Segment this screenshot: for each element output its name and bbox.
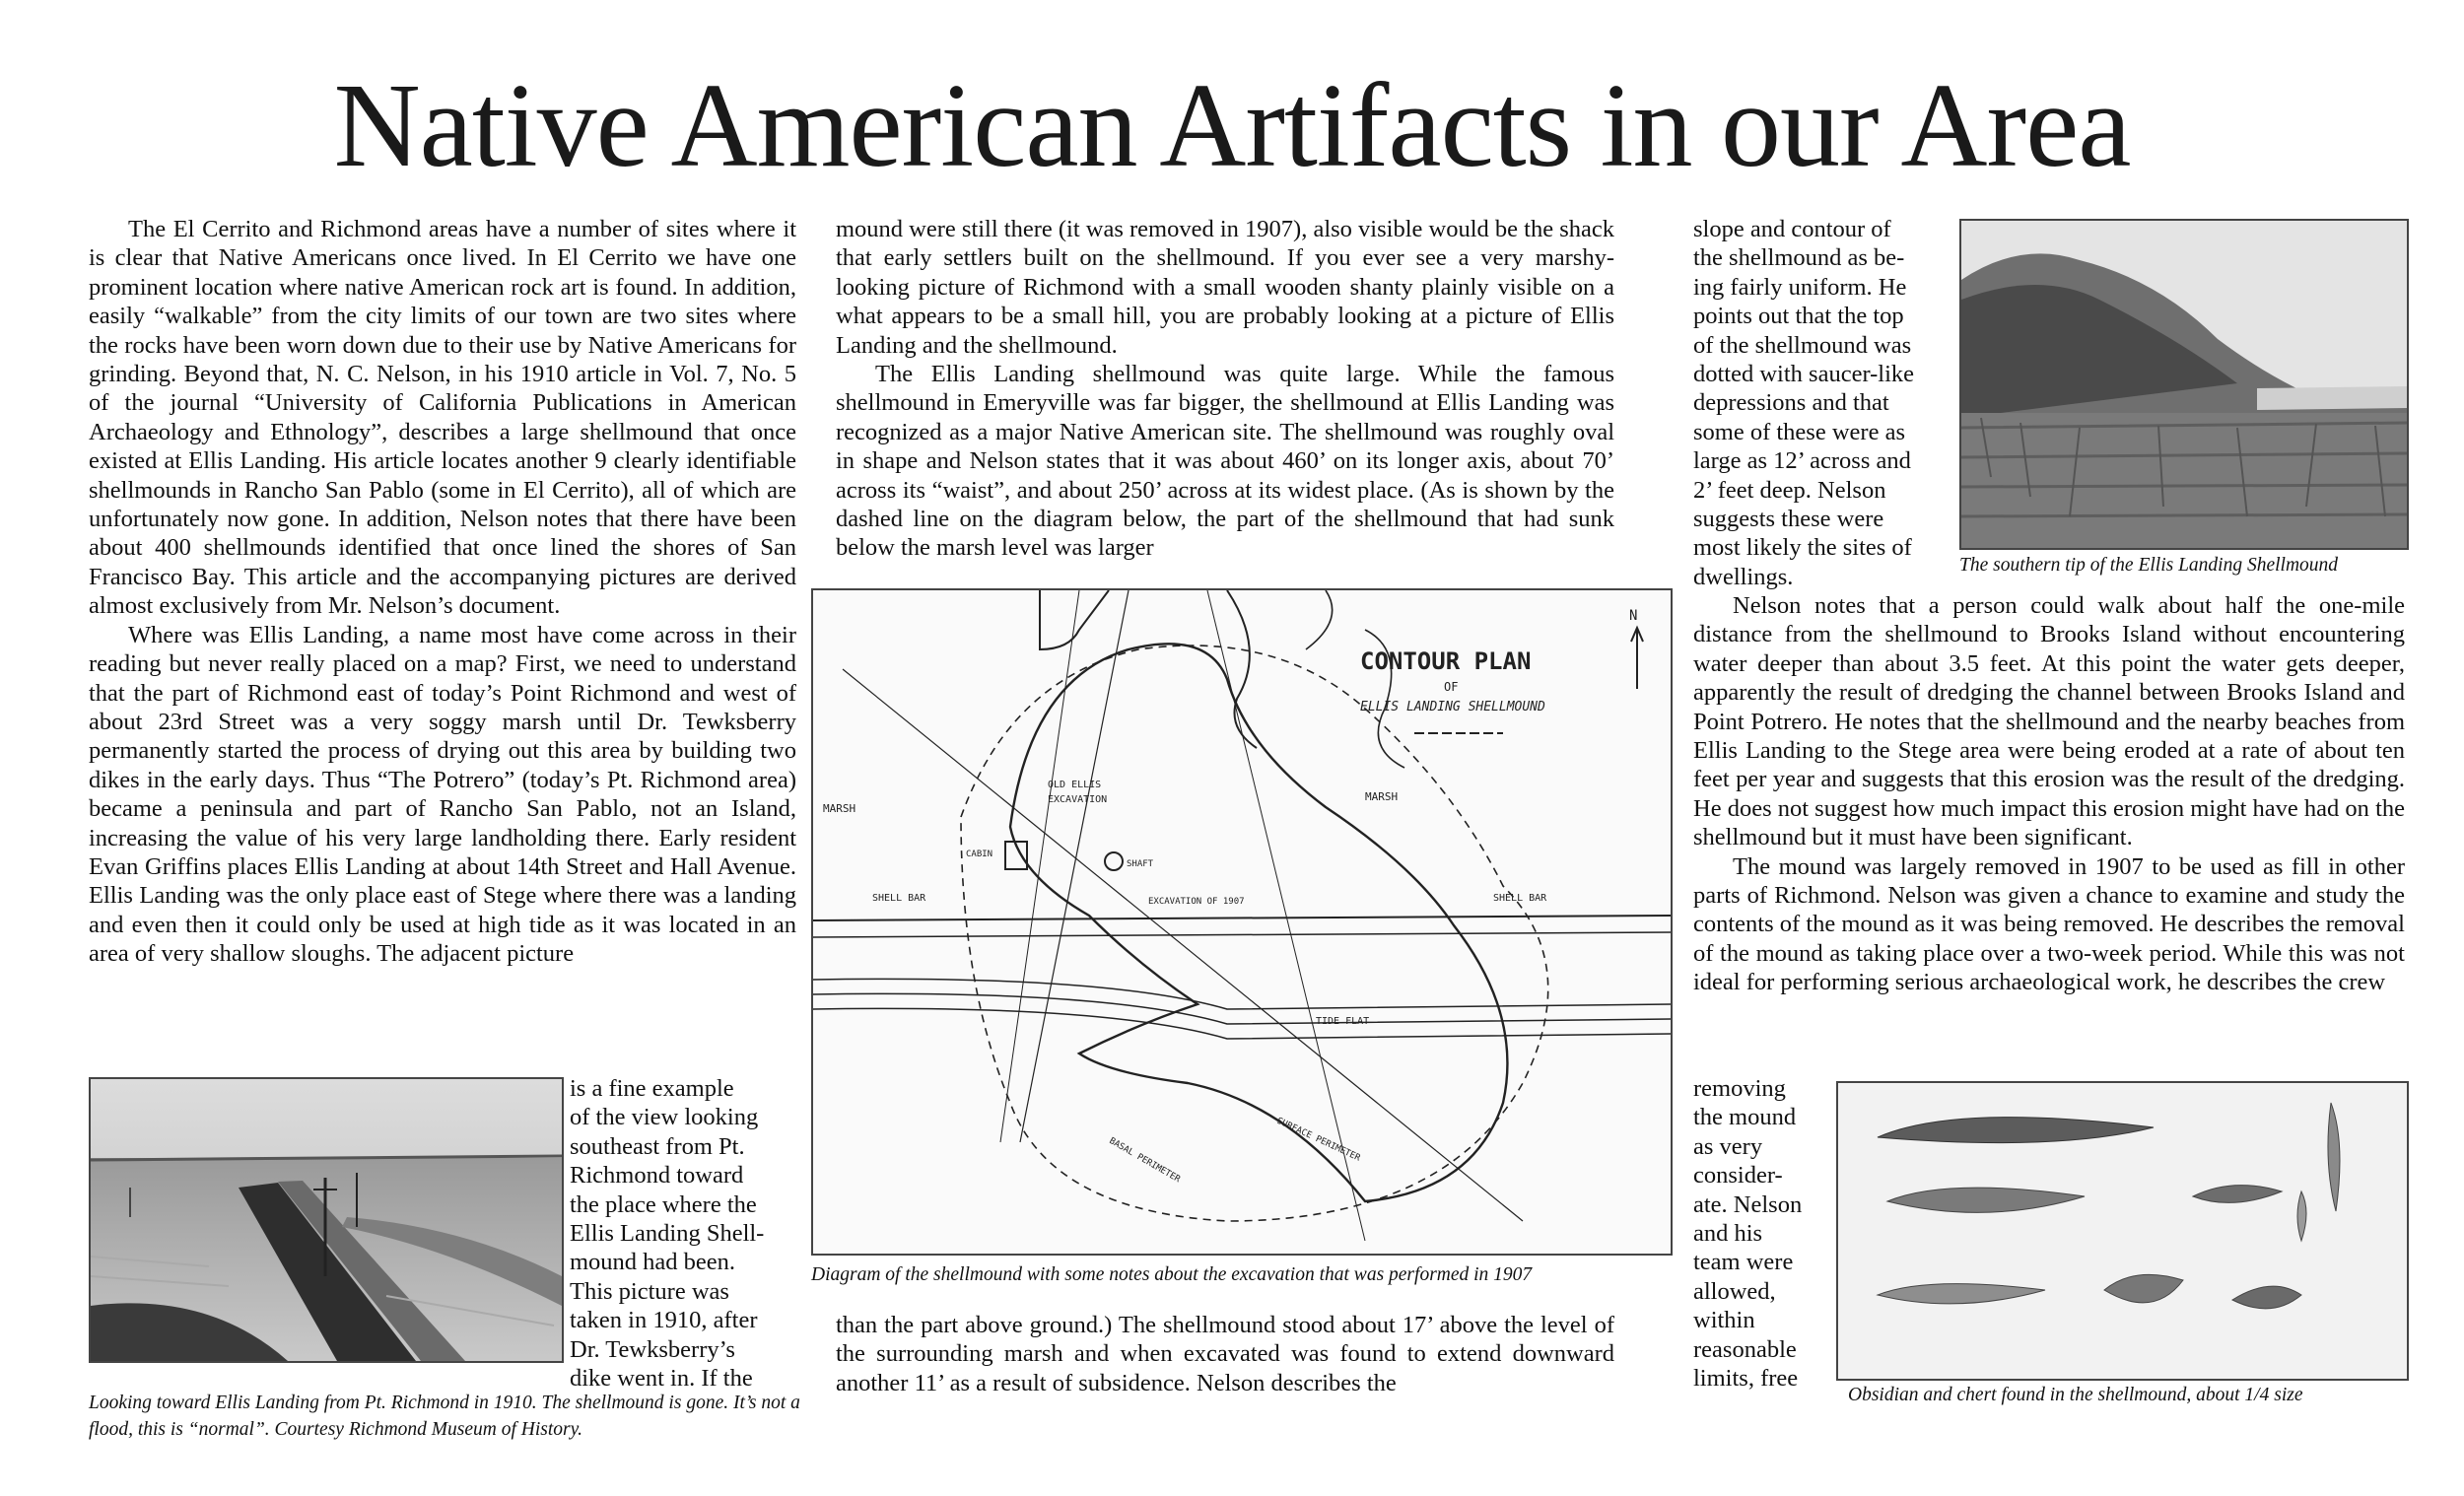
photo3-caption: Obsidian and chert found in the shellmound, about 1/4 size	[1848, 1385, 2303, 1405]
photo-obsidian-chert-artifacts	[1836, 1081, 2409, 1381]
text-line: consider-	[1693, 1162, 1783, 1190]
text-line: reasonable	[1693, 1335, 1797, 1363]
text-line: suggests these were	[1693, 506, 1884, 533]
text-line: dotted with saucer-like	[1693, 361, 1915, 388]
label-marsh-left: MARSH	[823, 802, 856, 815]
photo-ellis-landing-1910	[89, 1077, 564, 1363]
text-line: ing fairly uniform. He	[1693, 273, 1907, 301]
diagram-title: CONTOUR PLAN	[1360, 647, 1532, 675]
photo2-caption: The southern tip of the Ellis Landing Shellmound	[1959, 555, 2339, 576]
col1-paragraph-1: The El Cerrito and Richmond areas have a number of sites where it is clear that Native Americans once lived. In El Cerrito we have one prominent location where native American rock art is found. In addition, easily “walkable” from the city limits of our town are two sites where the rocks have been worn down due to their use by Native Americans for grinding. Beyond that, N. C. Nelson, in his 1910 article in Vol. 7, No. 5 of the journal “University of California Publications in American Archaeology and Ethnology”, describes a large shellmound that once existed at Ellis Landing. His article locates another 9 clearly identifiable shellmounds in Rancho San Pablo (some in El Cerrito), all of which are unfortunately now gone. In addition, Nelson notes that there have been about 400 shellmounds identified that once lined the shores of San Francisco Bay. This article and the accompanying pictures are derived almost exclusively from Mr. Nelson’s document.	[89, 216, 796, 620]
col1-wrap-text	[570, 1074, 801, 1393]
column-1	[89, 215, 796, 969]
text-line: the shellmound as be-	[1693, 244, 1905, 272]
diagram-subtitle: ELLIS LANDING SHELLMOUND	[1360, 700, 1545, 714]
text-line: 2’ feet deep. Nelson	[1693, 476, 1886, 504]
text-line: is a fine example	[570, 1075, 734, 1102]
text-line: dike went in. If the	[570, 1365, 753, 1393]
col1-paragraph-2: Where was Ellis Landing, a name most have come across in their reading but never really placed on a map? First, we need to understand that the part of Richmond east of today’s Point Richmond and west of about 23rd Street was a very soggy marsh until Dr. Tewksberry permanently started the process of drying out this area by building two dikes in the early days. Thus “The Potrero” (today’s Pt. Richmond area) became a peninsula and part of Rancho San Pablo, not an Island, increasing the value of his very large landholding there. Early resident Evan Griffins places Ellis Landing at about 14th Street and Hall Avenue. Ellis Landing was the only place east of Stege where there was a landing and even then it could only be used at high tide as it was located in an area of very shallow sloughs. The adjacent picture	[89, 621, 796, 968]
text-line: the place where the	[570, 1190, 757, 1218]
text-line: within	[1693, 1307, 1755, 1334]
text-line: dwellings.	[1693, 563, 1794, 590]
label-old-ellis: OLD ELLIS	[1048, 780, 1102, 790]
text-line: ate. Nelson	[1693, 1190, 1803, 1218]
text-line: slope and contour of	[1693, 216, 1891, 242]
text-line: team were	[1693, 1249, 1794, 1276]
diagram-caption: Diagram of the shellmound with some notes about the excavation that was performed in 1907	[811, 1264, 1533, 1285]
label-marsh-right: MARSH	[1365, 790, 1399, 803]
label-shell-bar-left: SHELL BAR	[872, 893, 926, 904]
text-line: points out that the top	[1693, 303, 1904, 330]
col3-wrap-text	[1693, 215, 1959, 591]
text-line: taken in 1910, after	[570, 1307, 758, 1334]
photo-shellmound-southern-tip	[1959, 219, 2409, 550]
text-line: Richmond toward	[570, 1162, 744, 1190]
north-label: N	[1629, 608, 1638, 624]
column-2	[836, 215, 1614, 563]
label-tide-flat: TIDE FLAT	[1316, 1016, 1370, 1027]
col2-paragraph-2: The Ellis Landing shellmound was quite large. While the famous shellmound in Emeryville was far bigger, the shellmound at Ellis Landing was recognized as a major Native American site. The shellmound was roughly oval in shape and Nelson states that it was about 460’ on its longer axis, about 70’ across its “waist”, and about 250’ across at its widest place. (As is shown by the dashed line on the diagram below, the part of the shellmound that had sunk below the marsh level was larger	[836, 361, 1614, 562]
label-shaft: SHAFT	[1127, 859, 1154, 869]
label-cabin: CABIN	[966, 850, 993, 859]
contour-plan-diagram	[811, 588, 1673, 1256]
page-title: Native American Artifacts in our Area	[333, 59, 2131, 192]
photo1-caption: Looking toward Ellis Landing from Pt. Richmond in 1910. The shellmound is gone. It’s not a flood, this is “normal”. Courtesy Richmond Museum of History.	[89, 1393, 800, 1440]
text-line: of the shellmound was	[1693, 331, 1912, 359]
text-line: some of these were as	[1693, 418, 1905, 445]
diagram-of: OF	[1444, 680, 1459, 694]
label-basal-perimeter: BASAL PERIMETER	[1107, 1135, 1182, 1186]
text-line: limits, free	[1693, 1365, 1799, 1393]
text-line: the mound	[1693, 1104, 1797, 1131]
column-2-continued	[836, 1311, 1614, 1397]
text-line: This picture was	[570, 1277, 729, 1305]
text-line: allowed,	[1693, 1277, 1776, 1305]
text-line: as very	[1693, 1132, 1763, 1160]
text-line: large as 12’ across and	[1693, 447, 1911, 475]
text-line: Ellis Landing Shell-	[570, 1220, 765, 1248]
text-line: southeast from Pt.	[570, 1132, 745, 1160]
col3-paragraph-3: The mound was largely removed in 1907 to be used as fill in other parts of Richmond. Nelson was given a chance to examine and study the contents of the mound as it was being removed. He describes the removal of the mound as taking place over a two-week period. While this was not ideal for performing serious archaeological work, he describes the crew	[1693, 852, 2405, 996]
col2-paragraph-1: mound were still there (it was removed in 1907), also visible would be the shack that early settlers built on the shellmound. If you ever see a very marshy-looking picture of Richmond with a small wooden shanty plainly visible on a what appears to be a small hill, you are probably looking at a picture of Ellis Landing and the shellmound.	[836, 216, 1614, 359]
text-line: Dr. Tewksberry’s	[570, 1335, 735, 1363]
text-line: removing	[1693, 1075, 1786, 1102]
text-line: of the view looking	[570, 1104, 759, 1131]
label-excavation: EXCAVATION	[1048, 794, 1108, 805]
text-line: depressions and that	[1693, 389, 1889, 417]
col2-paragraph-3: than the part above ground.) The shellmound stood about 17’ above the level of the surrounding marsh and when excavated was found to extend downward another 11’ as a result of subsidence. Nelson describes the	[836, 1312, 1614, 1396]
column-3	[1693, 591, 2405, 997]
label-excavation-1907: EXCAVATION OF 1907	[1148, 897, 1245, 907]
col3-wrap-text-2	[1693, 1074, 1836, 1393]
label-shell-bar-right: SHELL BAR	[1493, 893, 1547, 904]
label-surface-perimeter: SURFACE PERIMETER	[1274, 1116, 1362, 1164]
text-line: mound had been.	[570, 1249, 736, 1276]
text-line: most likely the sites of	[1693, 534, 1912, 562]
text-line: and his	[1693, 1220, 1763, 1248]
col3-paragraph-2: Nelson notes that a person could walk about half the one-mile distance from the shellmound to Brooks Island without encountering water deeper than about 3.5 feet. At this point the water gets deeper, apparently the result of dredging the channel between Brooks Island and Point Potrero. He notes that the shellmound and the nearby beaches from Ellis Landing to the Stege area were being eroded at a rate of about ten feet per year and suggests that this erosion was the result of the dredging. He does not suggest how much impact this erosion might have had on the shellmound but it must have been significant.	[1693, 592, 2405, 851]
